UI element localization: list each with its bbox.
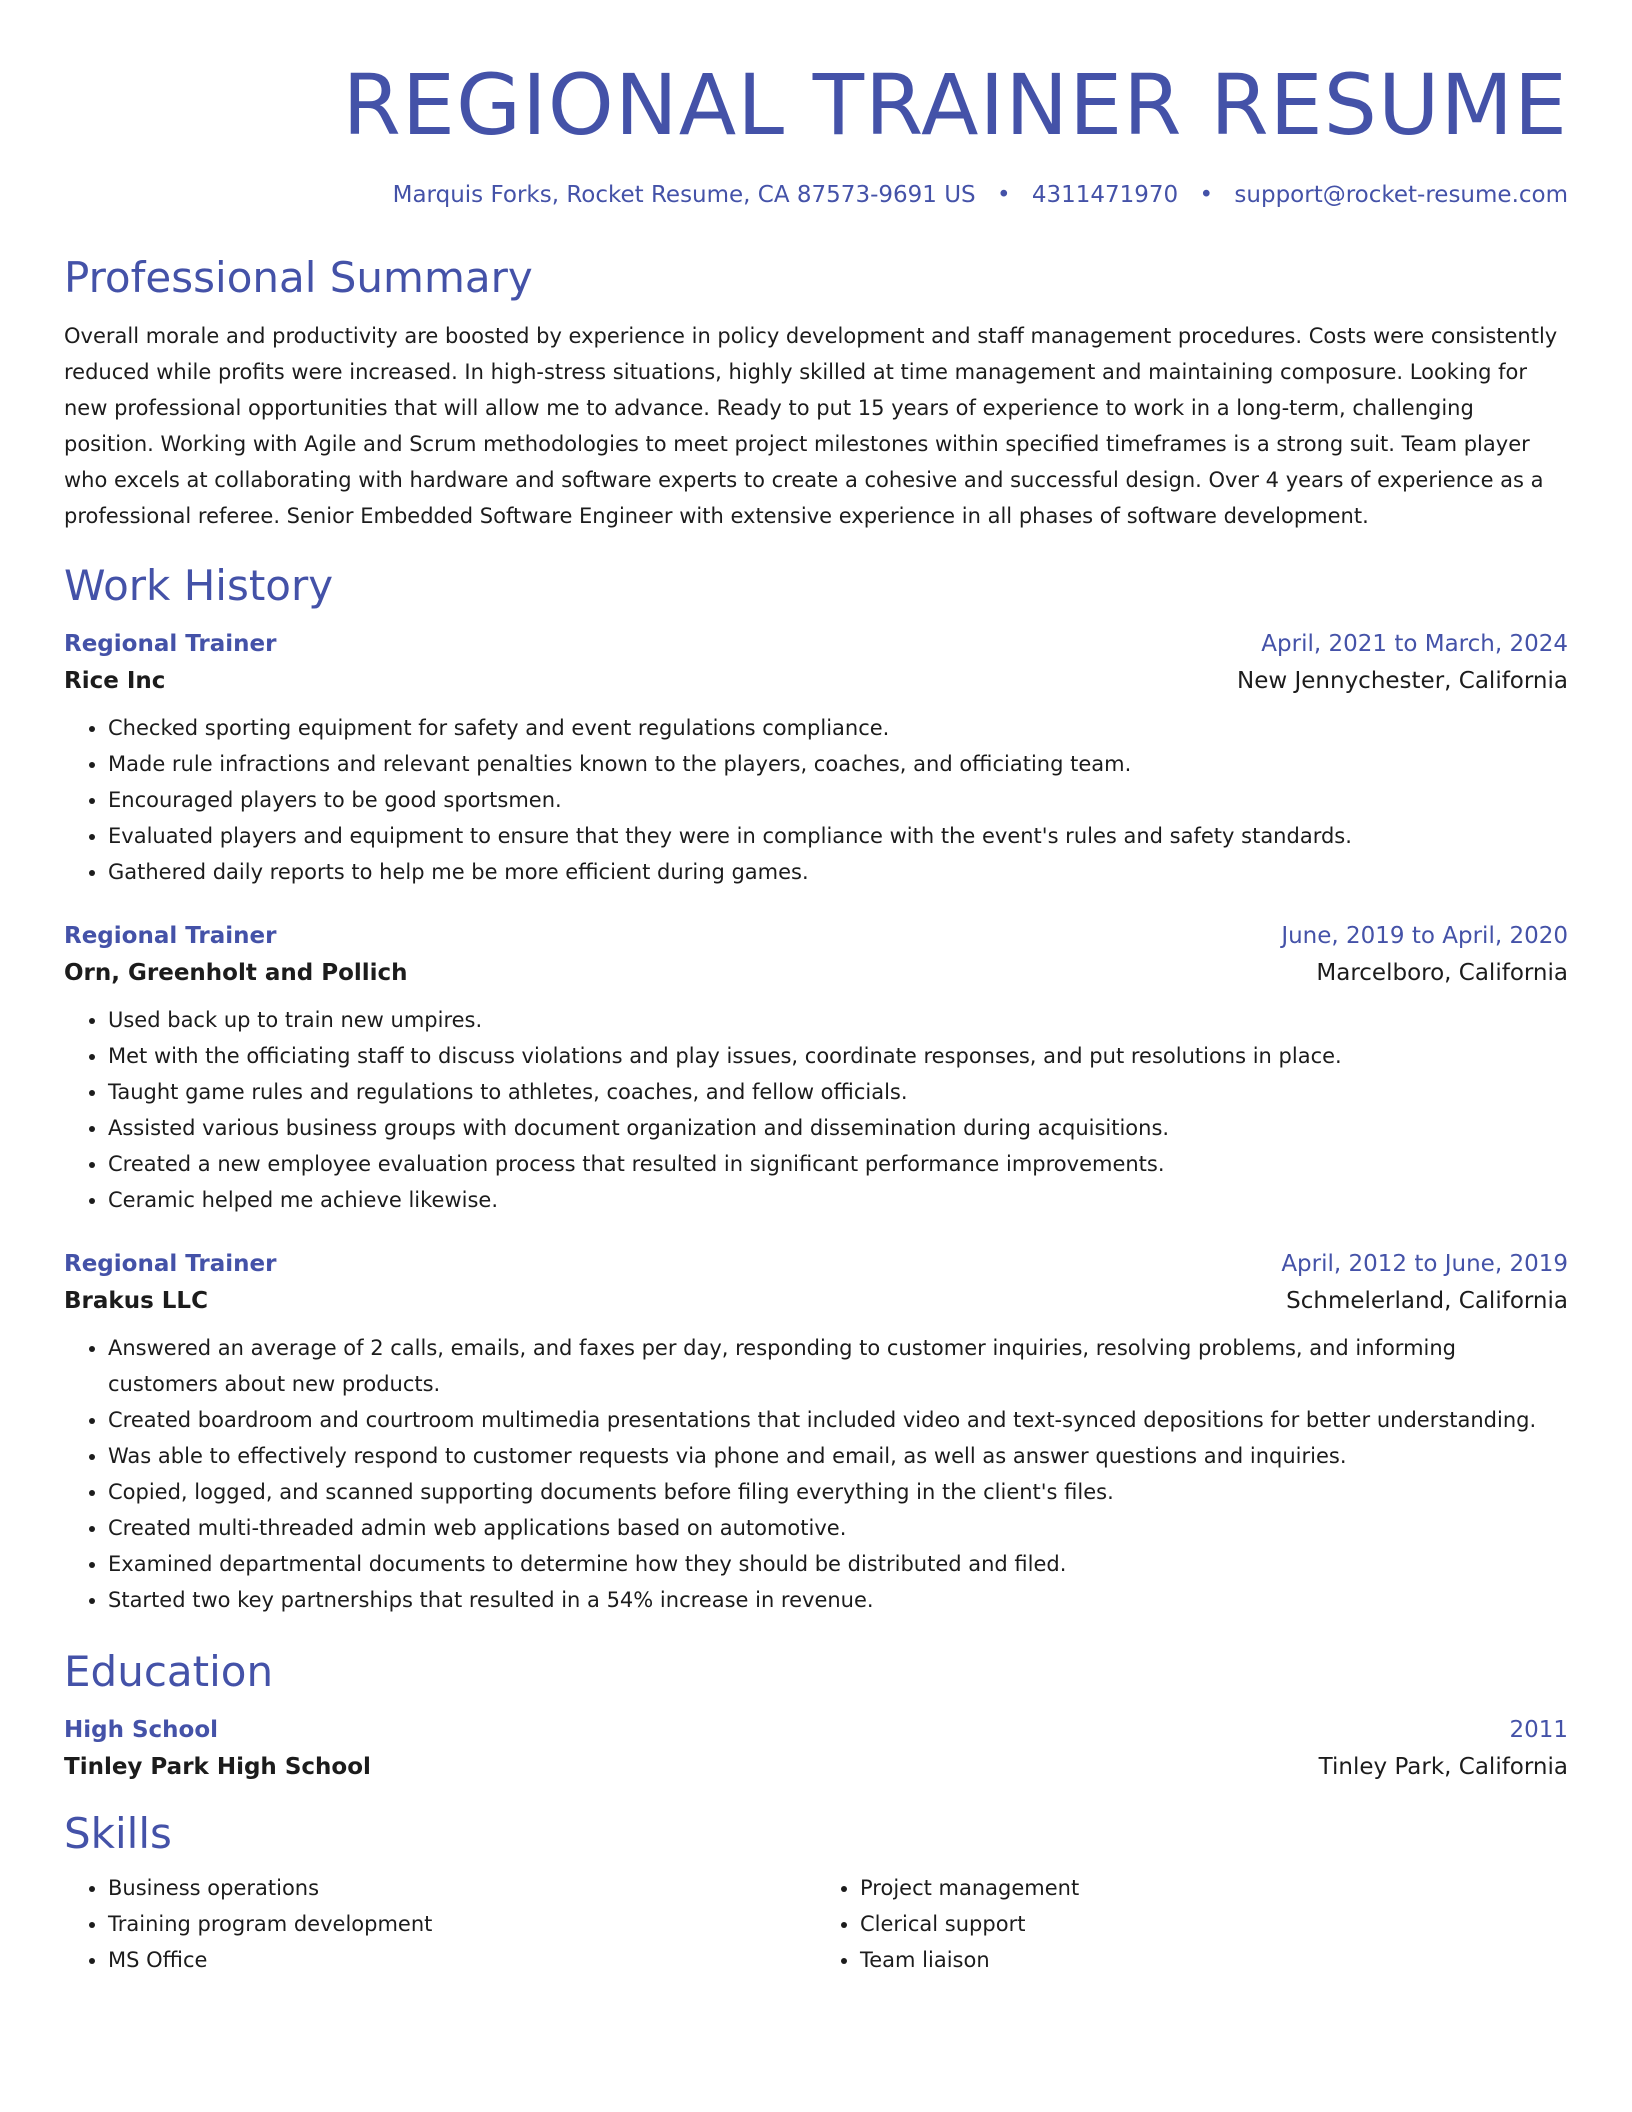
job-bullet: • Was able to effectively respond to customer requests via phone and email, as well as answer questions and inquiries.	[108, 1438, 1568, 1474]
job-bullet: • Checked sporting equipment for safety and event regulations compliance.	[108, 710, 1568, 746]
job-bullet: • Ceramic helped me achieve likewise.	[108, 1182, 1568, 1218]
professional-summary-section	[64, 252, 1568, 534]
contact-address: Marquis Forks, Rocket Resume, CA 87573-9691 US	[392, 182, 976, 208]
education-year: 2011	[1509, 1717, 1568, 1743]
job-bullet: • Encouraged players to be good sportsmen.	[108, 782, 1568, 818]
summary-text: Overall morale and productivity are boosted by experience in policy development and staff management procedures. Costs were consistently reduced while profits were increased. In high-stress situations, highly skilled at time management and maintaining composure. Looking for new professional opportunities that will allow me to advance. Ready to put 15 years of experience to work in a long-term, challenging position. Working with Agile and Scrum methodologies to meet project milestones within specified timeframes is a strong suit. Team player who excels at collaborating with hardware and software experts to create a cohesive and successful design. Over 4 years of experience as a professional referee. Senior Embedded Software Engineer with extensive experience in all phases of software development.	[64, 324, 1558, 528]
job-title: Regional Trainer	[64, 631, 277, 657]
job-bullet: • Gathered daily reports to help me be more efficient during games.	[108, 854, 1568, 890]
contact-phone: 4311471970	[1031, 182, 1179, 208]
job-company: Rice Inc	[64, 668, 166, 694]
job-entry	[64, 918, 1568, 1218]
skill-item: • Business operations	[108, 1870, 816, 1906]
job-bullet: • Evaluated players and equipment to ensure that they were in compliance with the event's rules and safety standards.	[108, 818, 1568, 854]
education-section	[64, 1646, 1568, 1786]
job-bullet: • Assisted various business groups with document organization and dissemination during acquisitions.	[108, 1110, 1568, 1146]
job-title: Regional Trainer	[64, 1251, 277, 1277]
job-bullet: • Taught game rules and regulations to athletes, coaches, and fellow officials.	[108, 1074, 1568, 1110]
contact-email: support@rocket-resume.com	[1234, 182, 1568, 208]
resume-header	[64, 0, 1568, 210]
job-bullet: • Answered an average of 2 calls, emails, and faxes per day, responding to customer inquiries, resolving problems, and informing customers about new products.	[108, 1330, 1568, 1402]
job-company: Brakus LLC	[64, 1288, 208, 1314]
job-entry	[64, 1246, 1568, 1618]
section-heading-summary: Professional Summary	[64, 253, 533, 302]
skill-item: • Team liaison	[860, 1942, 1568, 1978]
job-bullet: • Created boardroom and courtroom multimedia presentations that included video and text-synced depositions for better understanding.	[108, 1402, 1568, 1438]
job-bullet: • Met with the officiating staff to discuss violations and play issues, coordinate responses, and put resolutions in place.	[108, 1038, 1568, 1074]
resume-title: REGIONAL TRAINER RESUME	[342, 56, 1568, 154]
job-company: Orn, Greenholt and Pollich	[64, 960, 408, 986]
skill-item: • Clerical support	[860, 1906, 1568, 1942]
work-history-section	[64, 560, 1568, 1618]
education-location: Tinley Park, California	[1318, 1754, 1568, 1780]
job-location: New Jennychester, California	[1237, 668, 1568, 694]
job-entry	[64, 626, 1568, 890]
job-bullet: • Created a new employee evaluation process that resulted in significant performance improvements.	[108, 1146, 1568, 1182]
job-bullet: • Created multi-threaded admin web applications based on automotive.	[108, 1510, 1568, 1546]
contact-line	[64, 180, 1568, 210]
skill-item: • Project management	[860, 1870, 1568, 1906]
skills-column-left	[64, 1870, 816, 1978]
skills-column-right	[816, 1870, 1568, 1978]
job-title: Regional Trainer	[64, 923, 277, 949]
skills-grid	[64, 1870, 1568, 1978]
job-bullet: • Examined departmental documents to determine how they should be distributed and filed.	[108, 1546, 1568, 1582]
job-bullet: • Used back up to train new umpires.	[108, 1002, 1568, 1038]
job-bullets	[64, 1002, 1568, 1218]
education-degree: High School	[64, 1717, 219, 1743]
contact-separator: •	[996, 182, 1011, 208]
section-heading-work: Work History	[64, 561, 334, 610]
skill-item: • MS Office	[108, 1942, 816, 1978]
education-entry	[64, 1712, 1568, 1786]
education-school: Tinley Park High School	[64, 1754, 371, 1780]
job-dates: April, 2012 to June, 2019	[1281, 1251, 1568, 1277]
job-location: Marcelboro, California	[1316, 960, 1568, 986]
contact-separator: •	[1199, 182, 1214, 208]
job-bullet: • Made rule infractions and relevant penalties known to the players, coaches, and officiating team.	[108, 746, 1568, 782]
job-dates: June, 2019 to April, 2020	[1281, 923, 1568, 949]
job-bullets	[64, 1330, 1568, 1618]
job-bullet: • Copied, logged, and scanned supporting documents before filing everything in the client's files.	[108, 1474, 1568, 1510]
skills-section	[64, 1808, 1568, 1978]
section-heading-education: Education	[64, 1647, 274, 1696]
job-location: Schmelerland, California	[1286, 1288, 1568, 1314]
job-bullet: • Started two key partnerships that resulted in a 54% increase in revenue.	[108, 1582, 1568, 1618]
job-bullets	[64, 710, 1568, 890]
job-dates: April, 2021 to March, 2024	[1261, 631, 1568, 657]
skill-item: • Training program development	[108, 1906, 816, 1942]
section-heading-skills: Skills	[64, 1809, 172, 1858]
